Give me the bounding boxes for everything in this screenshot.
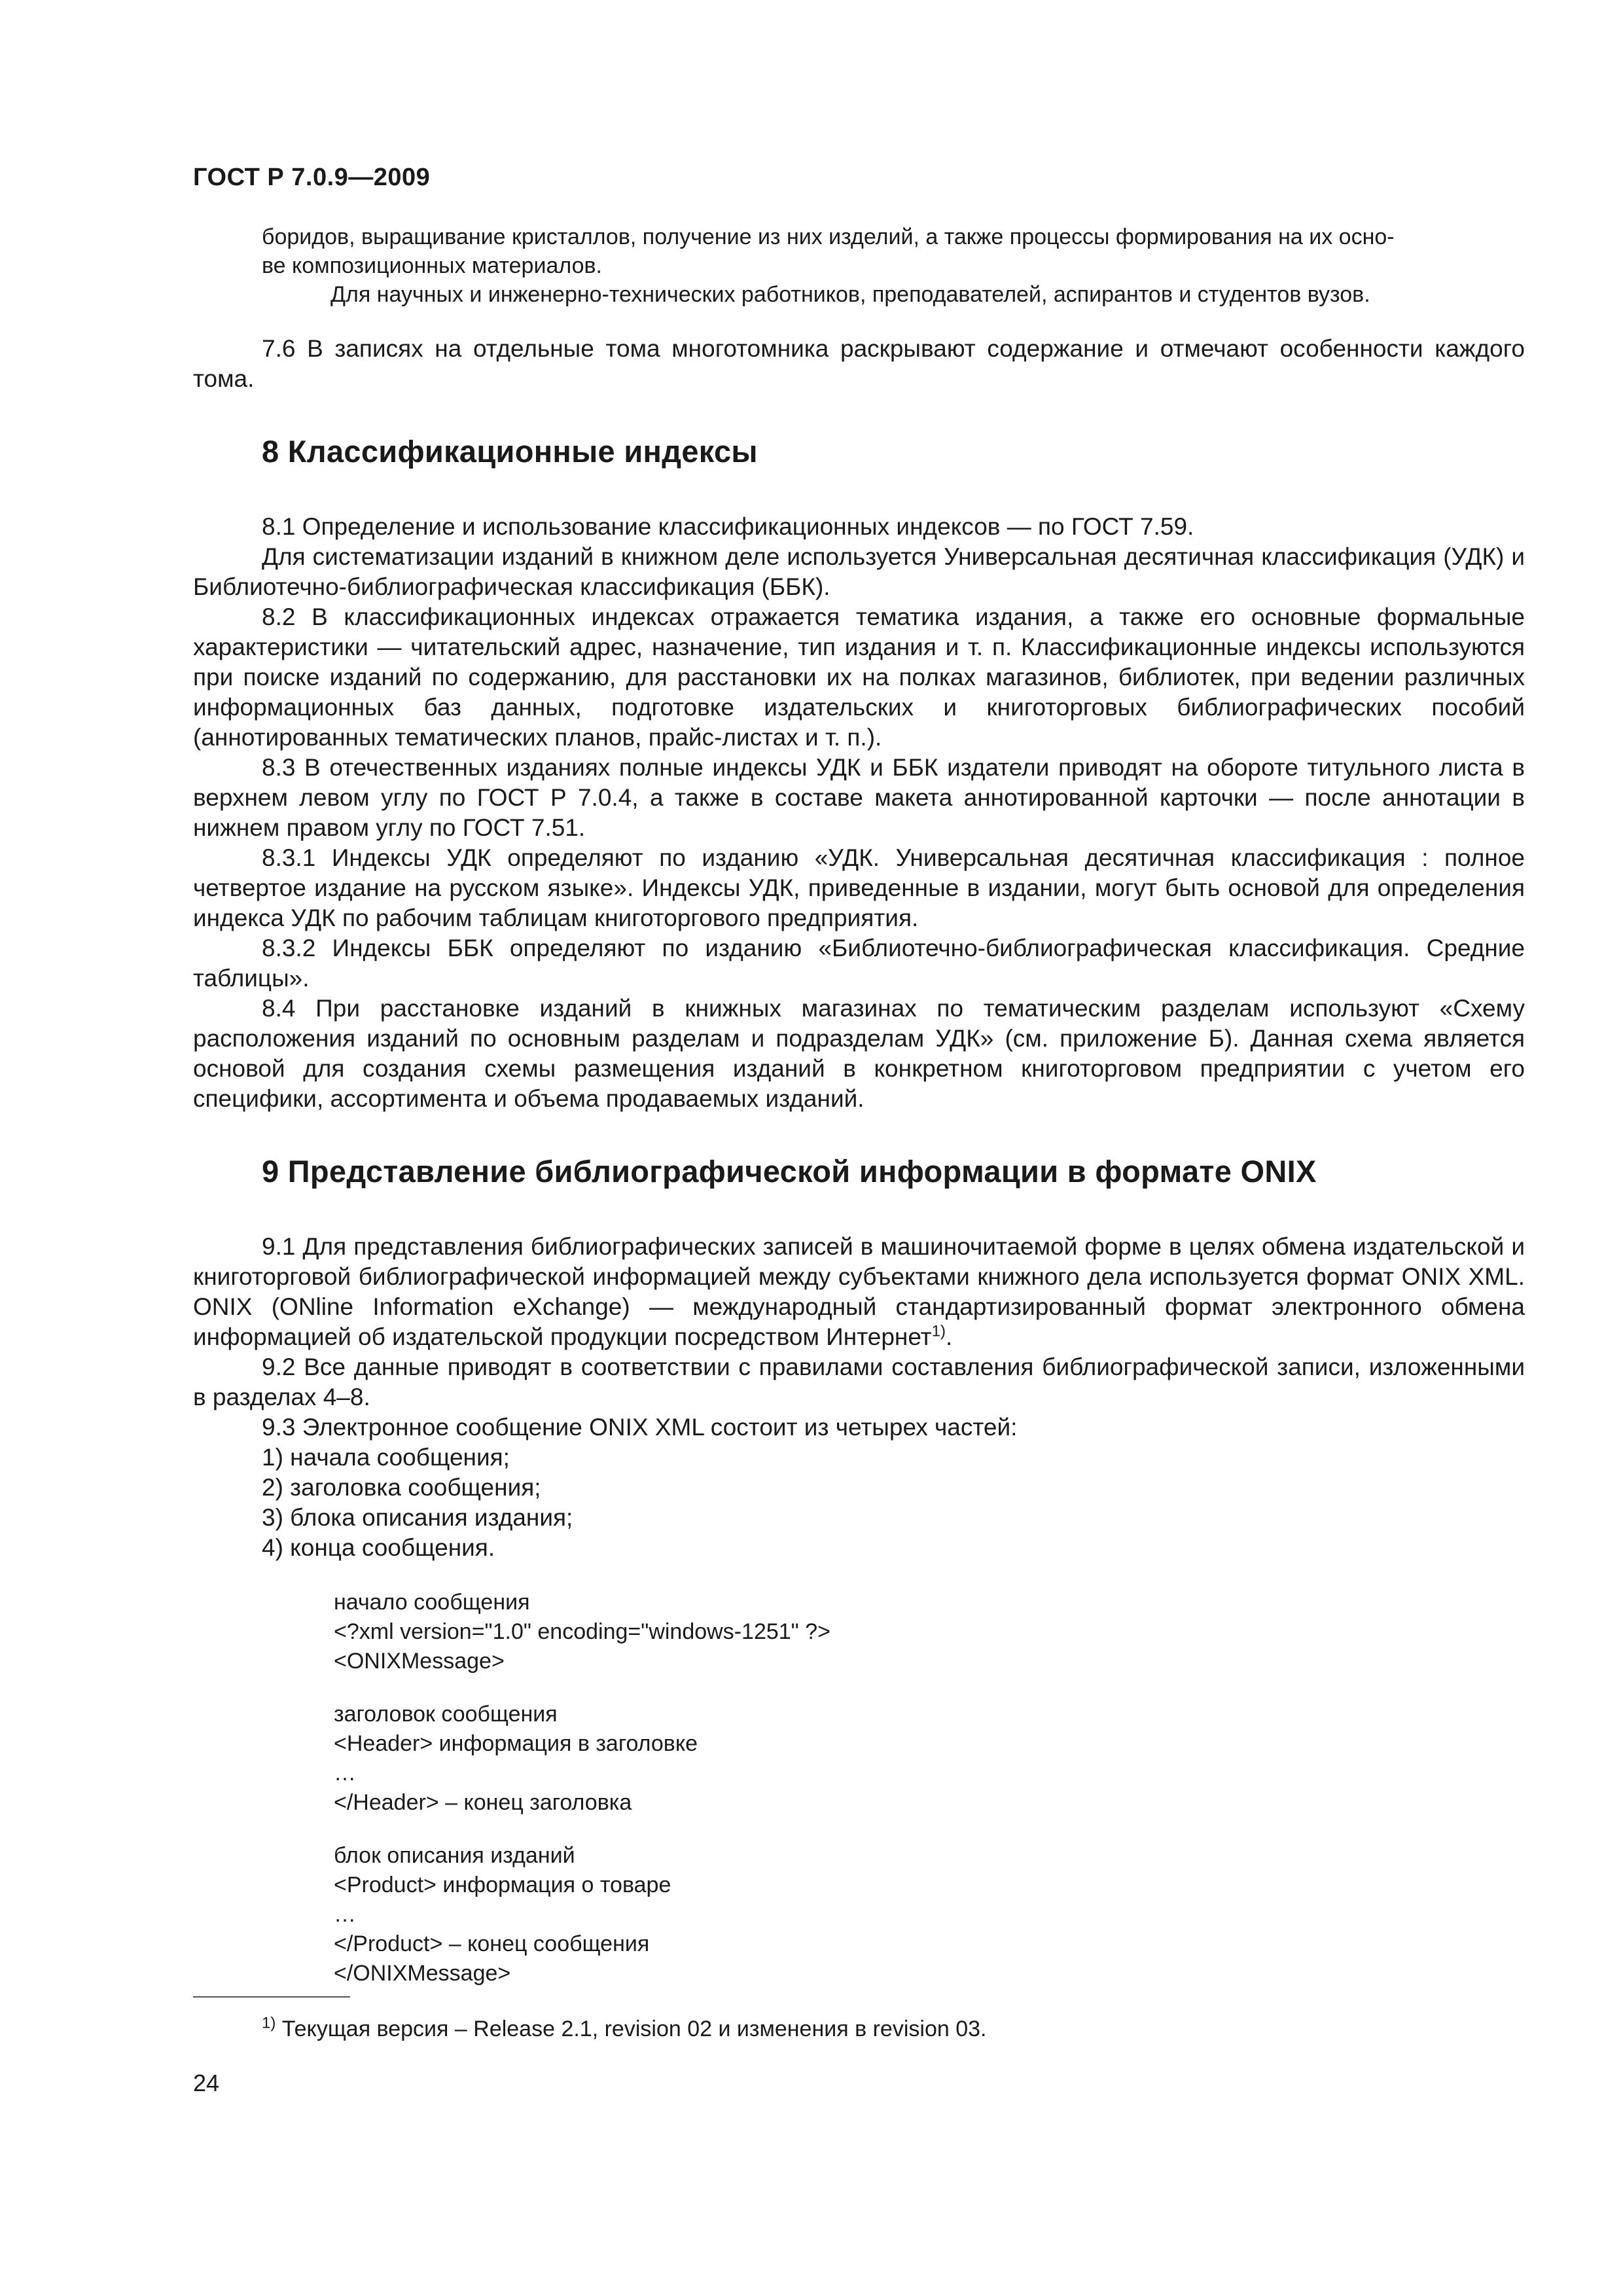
paragraph-8-3-2: 8.3.2 Индексы ББК определяют по изданию «Библиотечно-библиографическая классификация. Средние таблицы». xyxy=(193,935,1525,992)
page-content xyxy=(193,223,1525,2012)
list-item: 2) заголовка сообщения; xyxy=(262,1474,541,1501)
code-line: <?xml version="1.0" encoding="windows-1251" ?> xyxy=(334,1619,830,1644)
section-8-body xyxy=(193,512,1525,1114)
code-block-product xyxy=(334,1841,1525,1988)
code-line: заголовок сообщения xyxy=(334,1702,558,1727)
section-8-heading: 8 Классификационные индексы xyxy=(262,434,758,469)
paragraph-8-3-1: 8.3.1 Индексы УДК определяют по изданию «УДК. Универсальная десятичная классификация : полное четвертое издание на русском языке». Индексы УДК, приведенные в издании, могут быть основой для определения индекса УДК по рабочим таблицам книготоргового предприятия. xyxy=(193,844,1525,931)
footnote xyxy=(262,2015,986,2043)
code-block-header xyxy=(334,1700,1525,1818)
code-line: <Product> информация о товаре xyxy=(334,1873,671,1897)
paragraph-8-3: 8.3 В отечественных изданиях полные индексы УДК и ББК издатели приводят на обороте титульного листа в верхнем левом углу по ГОСТ Р 7.0.4, а также в составе макета аннотированной карточки — после аннотации в нижнем правом углу по ГОСТ 7.51. xyxy=(193,754,1525,841)
onix-message-structure xyxy=(193,1588,1525,1988)
list-item: 4) конца сообщения. xyxy=(262,1534,495,1561)
paragraph-9-2: 9.2 Все данные приводят в соответствии с правилами составления библиографической записи, изложенными в разделах 4–8. xyxy=(193,1354,1525,1410)
paragraph-9-3: 9.3 Электронное сообщение ONIX XML состоит из четырех частей: xyxy=(262,1414,1018,1441)
code-line: начало сообщения xyxy=(334,1590,530,1615)
code-line: <Header> информация в заголовке xyxy=(334,1731,698,1756)
page-number: 24 xyxy=(193,2070,220,2096)
code-line: </Header> – конец заголовка xyxy=(334,1790,632,1815)
code-line: блок описания изданий xyxy=(334,1843,575,1868)
code-line: … xyxy=(334,1761,356,1785)
intro-line-1: боридов, выращивание кристаллов, получение из них изделий, а также процессы формирования на их осно- xyxy=(262,224,1395,249)
document-code-header: ГОСТ Р 7.0.9—2009 xyxy=(193,164,431,191)
section-9-body xyxy=(193,1232,1525,1988)
footnote-text: Текущая версия – Release 2.1, revision 02 и изменения в revision 03. xyxy=(276,2017,987,2041)
paragraph-9-1-end: . xyxy=(945,1323,953,1350)
code-line: </Product> – конец сообщения xyxy=(334,1931,650,1956)
code-block-message-start xyxy=(334,1588,1525,1676)
footnote-divider xyxy=(193,1996,350,1998)
paragraph-8-1-cont: Для систематизации изданий в книжном деле используется Универсальная десятичная классификация (УДК) и Библиотечно-библиографическая классификация (ББК). xyxy=(193,543,1525,600)
intro-line-2: ве композиционных материалов. xyxy=(262,253,602,278)
paragraph-7-6: 7.6 В записях на отдельные тома многотомника раскрывают содержание и отмечают особенности каждого тома. xyxy=(193,335,1525,392)
paragraph-9-1-text: 9.1 Для представления библиографических записей в машиночитаемой форме в целях обмена издательской и книготорговой библиографической информацией между субъектами книжного дела используется формат ONIX XML. ONIX (ONline Information eXchange) — международный стандартизированный формат электронного обмена информацией об издательской продукции посредством Интернет xyxy=(193,1233,1525,1350)
code-line: <ONIXMessage> xyxy=(334,1649,505,1674)
footnote-mark: 1) xyxy=(262,2014,276,2032)
paragraph-9-1 xyxy=(193,1232,1525,1352)
intro-continuation xyxy=(193,223,1525,309)
list-item: 1) начала сообщения; xyxy=(262,1444,510,1471)
code-line: </ONIXMessage> xyxy=(334,1961,511,1986)
code-line: … xyxy=(334,1902,356,1927)
intro-line-3: Для научных и инженерно-технических работников, преподавателей, аспирантов и студентов вузов. xyxy=(330,282,1370,307)
paragraph-8-2: 8.2 В классификационных индексах отражается тематика издания, а также его основные формальные характеристики — читательский адрес, назначение, тип издания и т. п. Классификационные индексы используются при поиске изданий по содержанию, для расстановки их на полках магазинов, библиотек, при ведении различных информационных баз данных, подготовке издательских и книготорговых библиографических пособий (аннотированных тематических планов, прайс-листах и т. п.). xyxy=(193,603,1525,751)
paragraph-8-4: 8.4 При расстановке изданий в книжных магазинах по тематическим разделам используют «Схему расположения изданий по основным разделам и подразделам УДК» (см. приложение Б). Данная схема является основой для создания схемы размещения изданий в конкретном книготорговом предприятии с учетом его специфики, ассортимента и объема продаваемых изданий. xyxy=(193,995,1525,1112)
section-9-heading: 9 Представление библиографической информации в формате ONIX xyxy=(262,1154,1317,1189)
paragraph-8-1: 8.1 Определение и использование классификационных индексов — по ГОСТ 7.59. xyxy=(262,513,1194,540)
footnote-reference: 1) xyxy=(931,1322,946,1340)
list-item: 3) блока описания издания; xyxy=(262,1504,573,1531)
